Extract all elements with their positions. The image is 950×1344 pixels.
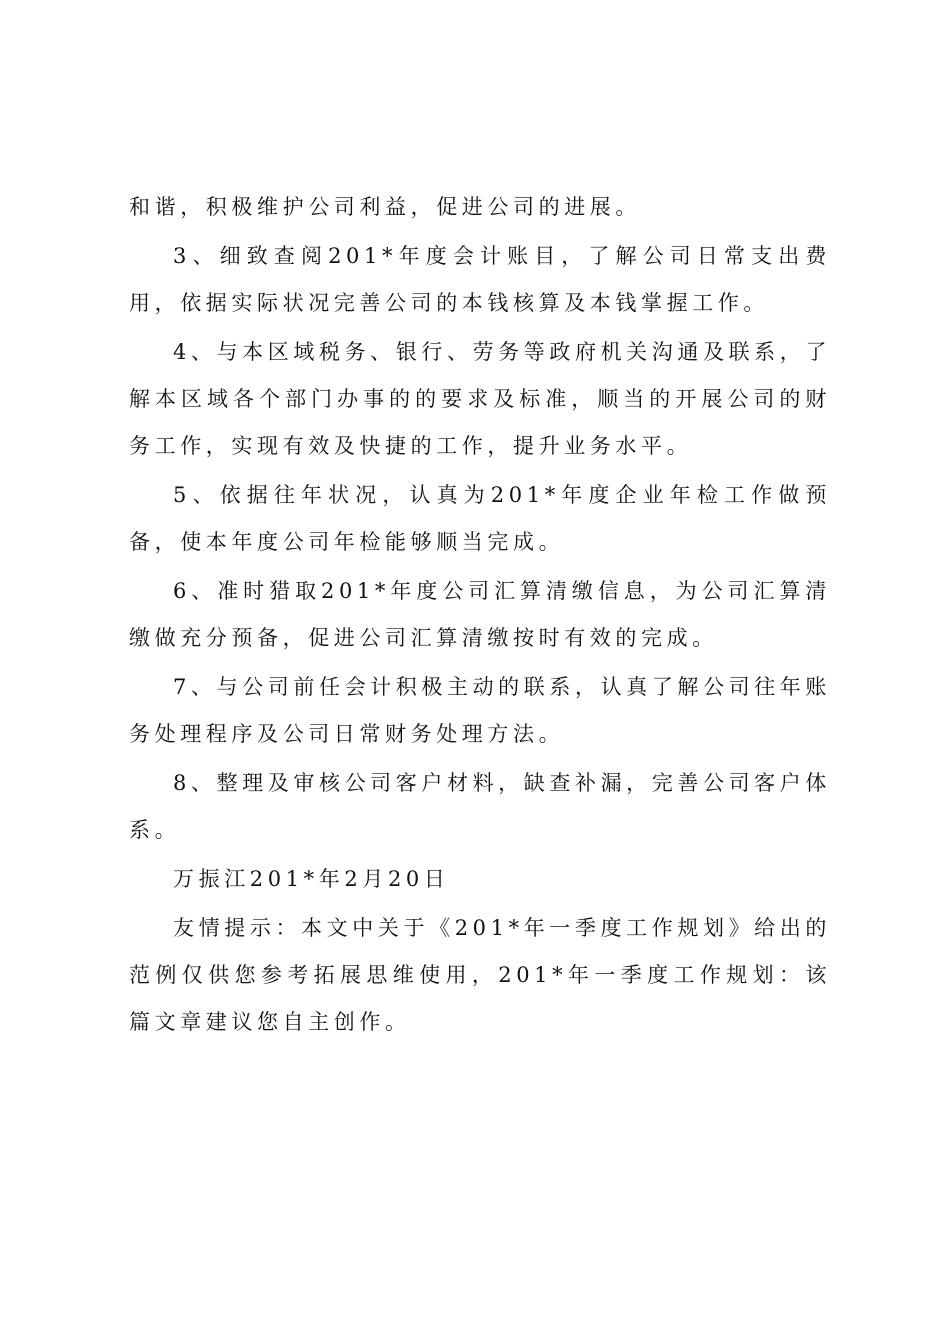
paragraph-item-4: 4、与本区域税务、银行、劳务等政府机关沟通及联系，了解本区域各个部门办事的的要求及标准，顺当的开展公司的财务工作，实现有效及快捷的工作，提升业务水平。 [129,340,831,458]
signature-date-line: 万振江201*年2月20日 [173,867,450,891]
paragraph-item-5: 5、依据往年状况，认真为201*年度企业年检工作做预备，使本年度公司年检能够顺当完成。 [129,483,831,554]
document-body [129,184,831,1048]
paragraph-item-8: 8、整理及审核公司客户材料，缺查补漏，完善公司客户体系。 [129,771,831,842]
paragraph-item-7: 7、与公司前任会计积极主动的联系，认真了解公司往年账务处理程序及公司日常财务处理方法。 [129,675,831,746]
paragraph-item-6: 6、准时猎取201*年度公司汇算清缴信息，为公司汇算清缴做充分预备，促进公司汇算清缴按时有效的完成。 [129,579,831,650]
paragraph-continuation: 和谐，积极维护公司利益，促进公司的进展。 [129,195,641,219]
friendly-tip-paragraph: 友情提示：本文中关于《201*年一季度工作规划》给出的范例仅供您参考拓展思维使用，201*年一季度工作规划：该篇文章建议您自主创作。 [129,916,831,1034]
paragraph-item-3: 3、细致查阅201*年度会计账目，了解公司日常支出费用，依据实际状况完善公司的本钱核算及本钱掌握工作。 [129,244,831,315]
